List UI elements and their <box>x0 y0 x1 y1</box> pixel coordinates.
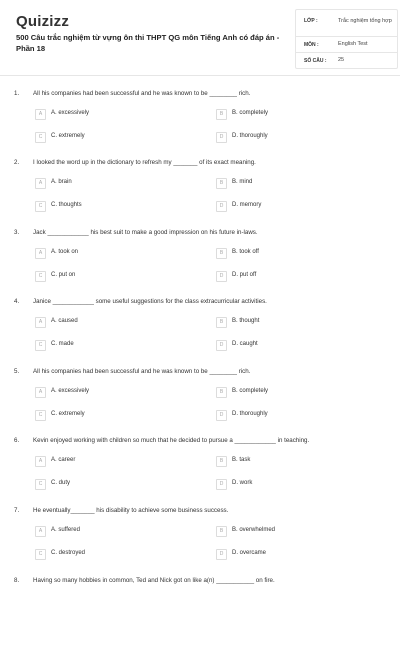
meta-row-count <box>296 53 397 68</box>
option-text: A. caused <box>51 318 78 324</box>
option-letter-box: C <box>35 271 46 282</box>
option-text: B. took off <box>232 249 259 255</box>
option-text: A. brain <box>51 179 72 185</box>
option-text: C. extremely <box>51 133 85 139</box>
option-text: C. put on <box>51 272 76 278</box>
option-letter-box: C <box>35 479 46 490</box>
question-text: Having so many hobbies in common, Ted and Nick got on like a(n) ___________ on fire. <box>33 577 275 584</box>
meta-row-subject <box>296 37 397 53</box>
option-text: A. suffered <box>51 527 80 533</box>
meta-row-class <box>296 10 397 37</box>
question-text: Janice ____________ some useful suggestions for the class extracurricular activities. <box>33 298 267 305</box>
meta-value: Trắc nghiệm tổng hợp <box>338 18 392 24</box>
option-letter-box: A <box>35 317 46 328</box>
option-letter-box: B <box>216 526 227 537</box>
question-item <box>0 577 400 647</box>
option-text: C. made <box>51 341 74 347</box>
question-number: 6. <box>14 437 20 444</box>
question-number: 1. <box>14 90 20 97</box>
option-text: D. thoroughly <box>232 411 268 417</box>
question-item <box>0 507 400 577</box>
question-item <box>0 368 400 438</box>
question-item <box>0 159 400 229</box>
question-number: 2. <box>14 159 20 166</box>
option-letter-box: A <box>35 526 46 537</box>
option-letter-box: C <box>35 201 46 212</box>
question-number: 3. <box>14 229 20 236</box>
question-number: 8. <box>14 577 20 584</box>
option-letter-box: C <box>35 549 46 560</box>
meta-key: LỚP : <box>304 18 318 24</box>
meta-key: SỐ CÂU : <box>304 58 327 64</box>
question-text: All his companies had been successful and he was known to be ________ rich. <box>33 368 251 375</box>
question-text: I looked the word up in the dictionary to refresh my _______ of its exact meaning. <box>33 159 256 166</box>
option-letter-box: A <box>35 178 46 189</box>
question-item <box>0 229 400 299</box>
meta-table <box>295 9 398 69</box>
option-letter-box: A <box>35 456 46 467</box>
option-text: A. excessively <box>51 388 90 394</box>
option-text: D. overcame <box>232 550 267 556</box>
question-item <box>0 437 400 507</box>
option-letter-box: D <box>216 271 227 282</box>
option-text: B. thought <box>232 318 260 324</box>
option-letter-box: B <box>216 178 227 189</box>
quizizz-logo: Quizizz <box>16 13 70 30</box>
option-text: C. duty <box>51 480 71 486</box>
option-text: C. thoughts <box>51 202 82 208</box>
meta-value: 25 <box>338 57 345 63</box>
option-letter-box: B <box>216 317 227 328</box>
question-text: Jack ____________ his best suit to make a good impression on his future in-laws. <box>33 229 258 236</box>
question-item <box>0 298 400 368</box>
option-text: D. put off <box>232 272 257 278</box>
option-letter-box: B <box>216 456 227 467</box>
option-text: B. mind <box>232 179 253 185</box>
option-text: D. caught <box>232 341 258 347</box>
option-text: B. task <box>232 457 251 463</box>
option-letter-box: C <box>35 132 46 143</box>
option-letter-box: C <box>35 410 46 421</box>
option-letter-box: D <box>216 549 227 560</box>
question-number: 7. <box>14 507 20 514</box>
option-text: A. excessively <box>51 110 90 116</box>
option-text: D. memory <box>232 202 262 208</box>
question-text: Kevin enjoyed working with children so much that he decided to pursue a ____________ in teaching. <box>33 437 310 444</box>
option-text: A. career <box>51 457 76 463</box>
option-letter-box: B <box>216 248 227 259</box>
question-number: 4. <box>14 298 20 305</box>
option-letter-box: D <box>216 132 227 143</box>
option-letter-box: C <box>35 340 46 351</box>
option-text: C. destroyed <box>51 550 86 556</box>
option-letter-box: D <box>216 340 227 351</box>
option-text: A. took on <box>51 249 79 255</box>
option-text: D. thoroughly <box>232 133 268 139</box>
option-text: B. overwhelmed <box>232 527 276 533</box>
meta-value: English Test <box>338 41 368 47</box>
header-divider <box>0 75 400 76</box>
option-letter-box: D <box>216 479 227 490</box>
worksheet-header <box>8 6 392 70</box>
option-text: C. extremely <box>51 411 85 417</box>
question-text: All his companies had been successful and he was known to be ________ rich. <box>33 90 251 97</box>
question-text: He eventually_______ his disability to achieve some business success. <box>33 507 229 514</box>
option-letter-box: D <box>216 410 227 421</box>
question-number: 5. <box>14 368 20 375</box>
option-letter-box: B <box>216 109 227 120</box>
option-text: B. completely <box>232 110 269 116</box>
meta-key: MÔN : <box>304 42 319 48</box>
option-letter-box: A <box>35 109 46 120</box>
option-text: B. completely <box>232 388 269 394</box>
option-letter-box: A <box>35 387 46 398</box>
option-letter-box: B <box>216 387 227 398</box>
question-item <box>0 90 400 160</box>
option-text: D. work <box>232 480 253 486</box>
option-letter-box: A <box>35 248 46 259</box>
option-letter-box: D <box>216 201 227 212</box>
worksheet-title: 500 Câu trắc nghiệm từ vựng ôn thi THPT QG môn Tiếng Anh có đáp án - Phần 18 <box>16 33 280 53</box>
